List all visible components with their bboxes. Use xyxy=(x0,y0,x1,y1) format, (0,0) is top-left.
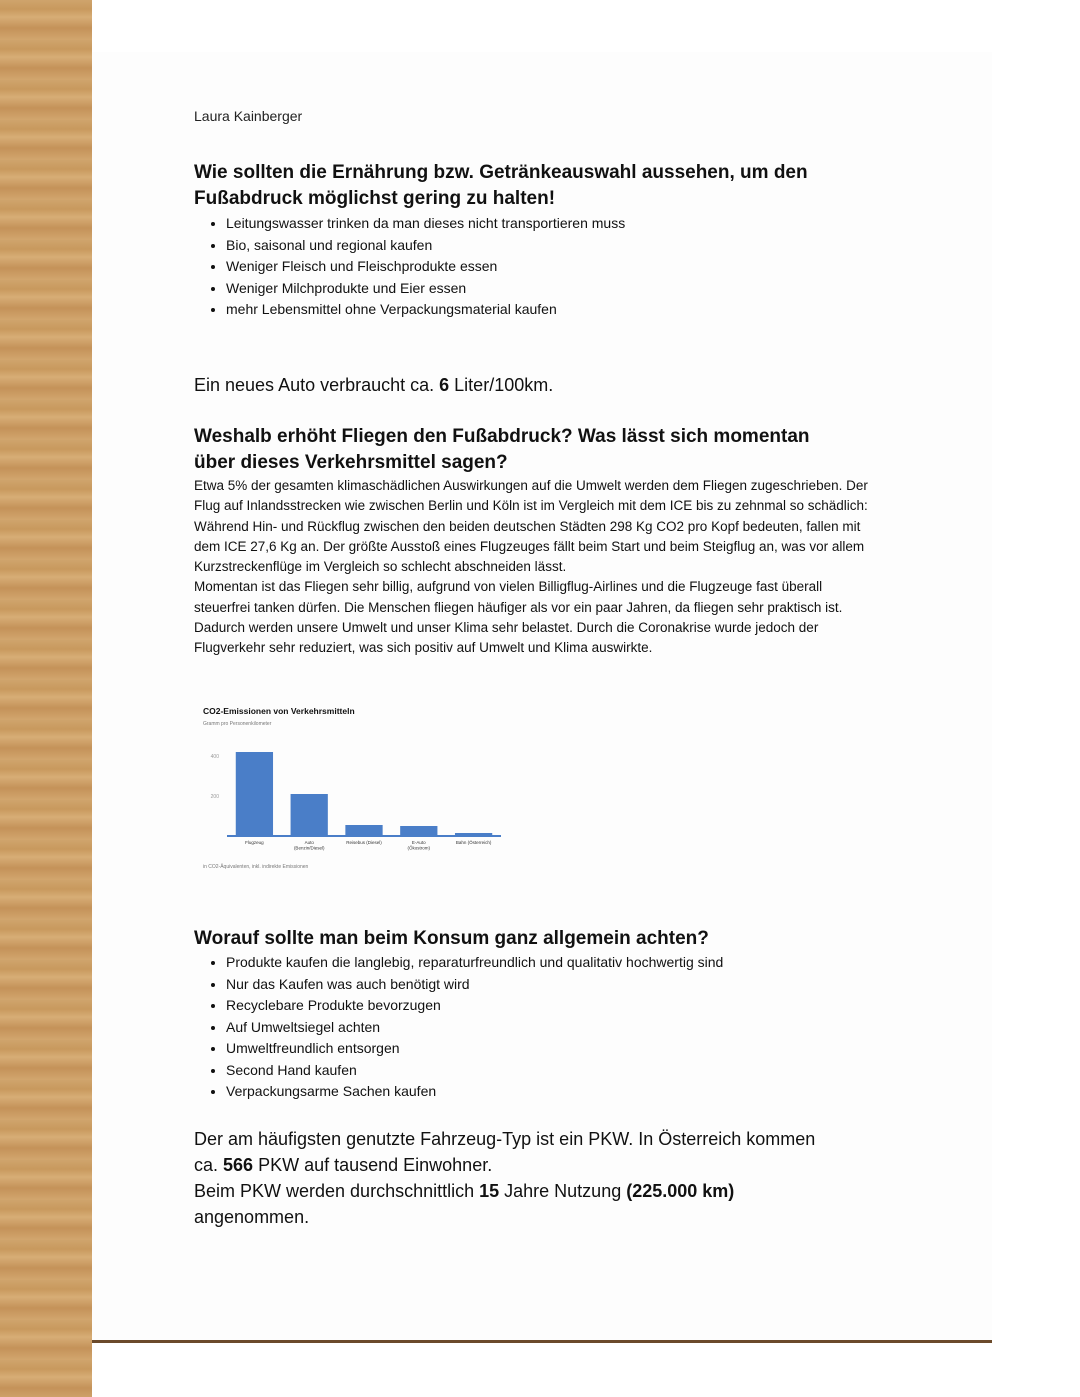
car-consumption-value: 6 xyxy=(439,375,450,395)
x-tick-label: Reisebus (Diesel) xyxy=(346,840,382,845)
pkw-text: Beim PKW werden durchschnittlich xyxy=(194,1181,480,1201)
list-item: • Umweltfreundlich entsorgen xyxy=(226,1038,834,1060)
x-tick-label: E-Auto xyxy=(411,840,426,845)
x-tick-label: (Ökostrom) xyxy=(407,845,431,851)
chart-svg xyxy=(203,738,513,868)
flying-paragraph-1: Etwa 5% der gesamten klimaschädlichen Auswirkungen auf die Umwelt werden dem Fliegen zugeschrieben. Der Flug auf Inlandsstrecken wie zwischen Berlin und Köln ist im Vergleich mit dem ICE bis zu zehnmal so schädlich: Während Hin- und Rückflug zwischen den beiden deutschen Städten 298 Kg CO2 pro Kopf bedeuten, fallen mit dem ICE 27,6 Kg an. Der größte Ausstoß eines Flugzeuges fällt beim Start und beim Steigflug an, was vor allem Kurzstreckenflüge im Vergleich so schlecht abschneiden lässt. xyxy=(194,478,868,575)
list-item: • Produkte kaufen die langlebig, reparaturfreundlich und qualitativ hochwertig sind xyxy=(226,952,834,974)
pkw-years: 15 xyxy=(479,1181,500,1201)
pkw-line-1: Der am häufigsten genutzte Fahrzeug-Typ ist ein PKW. In Österreich kommen xyxy=(194,1129,816,1149)
section-flying xyxy=(194,424,874,659)
nutrition-list xyxy=(194,213,834,321)
list-item: • Weniger Milchprodukte und Eier essen xyxy=(226,278,834,300)
consumption-heading: Worauf sollte man beim Konsum ganz allgemein achten? xyxy=(194,928,709,949)
pkw-km: (225.000 km) xyxy=(626,1181,735,1201)
section-nutrition xyxy=(194,160,834,321)
pkw-line-4: angenommen. xyxy=(194,1207,310,1227)
pkw-text: PKW auf tausend Einwohner. xyxy=(253,1155,493,1175)
section-consumption xyxy=(194,926,834,1103)
list-item: • mehr Lebensmittel ohne Verpackungsmaterial kaufen xyxy=(226,299,834,321)
chart-title: CO2-Emissionen von Verkehrsmitteln xyxy=(203,706,355,716)
list-item: • Recyclebare Produkte bevorzugen xyxy=(226,995,834,1017)
list-item: • Second Hand kaufen xyxy=(226,1060,834,1082)
y-tick-label: 200 xyxy=(210,794,219,800)
wooden-background xyxy=(0,0,92,1397)
chart-note: in CO2-Äquivalenten, inkl. indirekte Emissionen xyxy=(203,864,309,870)
list-item: • Auf Umweltsiegel achten xyxy=(226,1017,834,1039)
nutrition-heading: Wie sollten die Ernährung bzw. Getränkeauswahl aussehen, um den Fußabdruck möglichst gering zu halten! xyxy=(194,162,808,209)
bar xyxy=(291,794,328,836)
x-tick-label: Bahn (Österreich) xyxy=(455,840,492,845)
co2-chart xyxy=(203,706,513,876)
y-tick-label: 400 xyxy=(210,754,219,760)
car-consumption xyxy=(194,372,553,398)
consumption-list xyxy=(194,952,834,1103)
bar xyxy=(236,752,273,836)
pkw-line-2 xyxy=(194,1152,894,1178)
list-item: • Nur das Kaufen was auch benötigt wird xyxy=(226,974,834,996)
x-tick-label: (Benzin/Diesel) xyxy=(293,845,325,851)
author-name: Laura Kainberger xyxy=(194,108,303,124)
list-item: • Leitungswasser trinken da man dieses nicht transportieren muss xyxy=(226,213,834,235)
chart-subtitle: Gramm pro Personenkilometer xyxy=(203,721,272,727)
pkw-line-3 xyxy=(194,1178,894,1204)
list-item: • Bio, saisonal und regional kaufen xyxy=(226,235,834,257)
bar xyxy=(400,826,437,836)
x-tick-label: Flugzeug xyxy=(245,840,264,845)
car-consumption-unit: Liter/100km. xyxy=(449,375,554,395)
pkw-count: 566 xyxy=(223,1155,254,1175)
list-item: • Weniger Fleisch und Fleischprodukte essen xyxy=(226,256,834,278)
list-item: • Verpackungsarme Sachen kaufen xyxy=(226,1081,834,1103)
flying-heading: Weshalb erhöht Fliegen den Fußabdruck? Was lässt sich momentan über dieses Verkehrsmittel sagen? xyxy=(194,426,810,473)
bar xyxy=(455,833,492,836)
car-consumption-text: Ein neues Auto verbraucht ca. xyxy=(194,375,440,395)
x-tick-label: Auto xyxy=(304,840,314,845)
pkw-text: Jahre Nutzung xyxy=(499,1181,627,1201)
section-pkw xyxy=(194,1126,894,1230)
pkw-text: ca. xyxy=(194,1155,224,1175)
bar xyxy=(345,825,382,836)
flying-paragraph-2: Momentan ist das Fliegen sehr billig, aufgrund von vielen Billigflug-Airlines und die Flugzeuge fast überall steuerfrei tanken dürfen. Die Menschen fliegen häufiger als vor ein paar Jahren, da fliegen sehr praktisch ist. Dadurch werden unsere Umwelt und unser Klima sehr belastet. Durch die Coronakrise wurde jedoch der Flugverkehr sehr reduziert, was sich positiv auf Umwelt und Klima auswirkte. xyxy=(194,579,843,656)
